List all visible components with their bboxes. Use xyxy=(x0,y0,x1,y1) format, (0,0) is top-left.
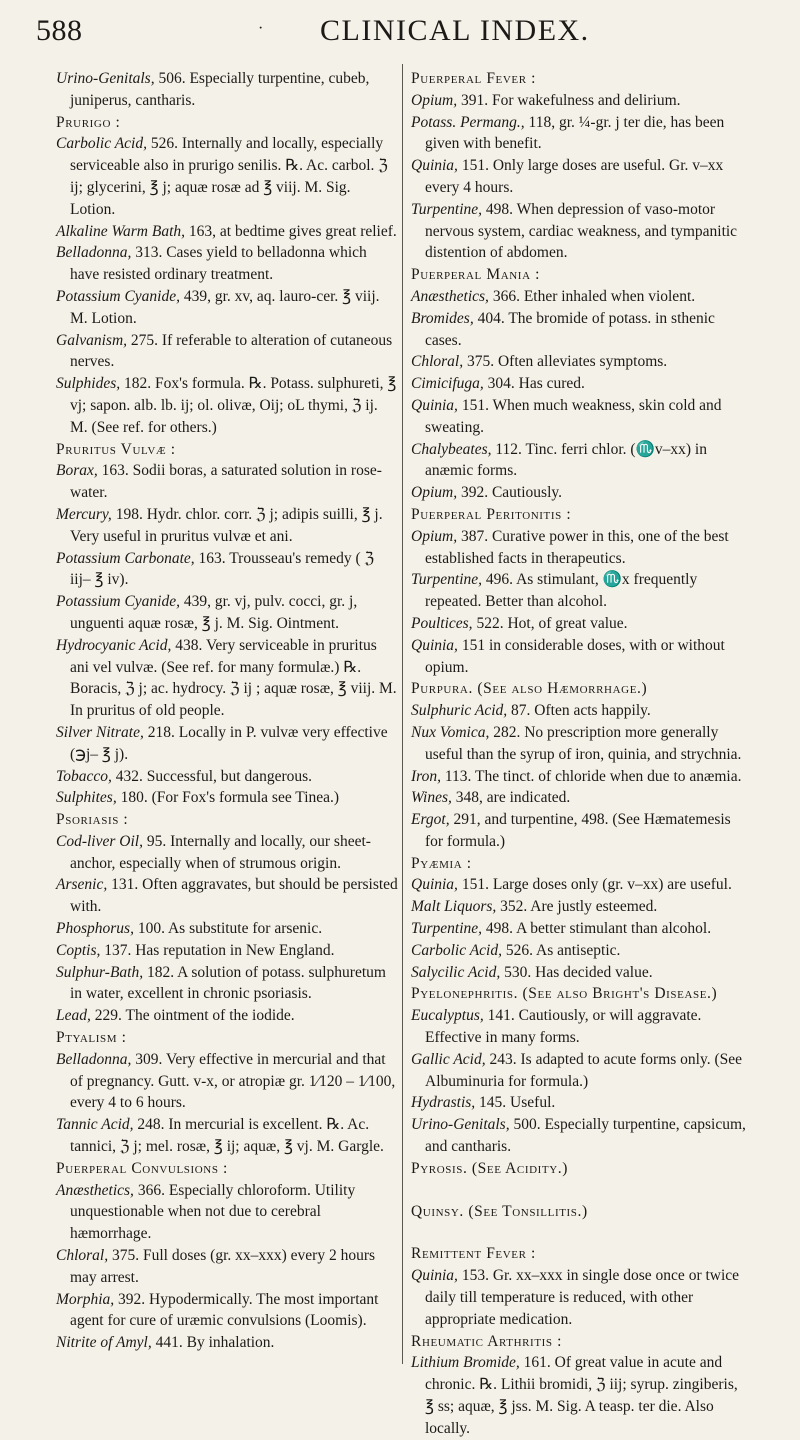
remedy-name: Morphia, xyxy=(56,1290,115,1308)
remedy-text: 131. Often aggravates, but should be persisted with. xyxy=(70,876,398,916)
index-heading: Quinsy. (See Tonsillitis.) xyxy=(411,1202,588,1220)
remedy-name: Lithium Bromide, xyxy=(411,1354,520,1372)
remedy-name: Sulphites, xyxy=(56,789,117,807)
index-entry xyxy=(56,722,398,766)
remedy-text: 366. Especially chloroform. Utility unquestionable when not due to cerebral hæmorrhage. xyxy=(70,1181,356,1243)
index-entry xyxy=(56,1332,398,1354)
remedy-text: 392. Hypodermically. The most important agent for cure of uræmic convulsions (Loomis). xyxy=(70,1290,379,1330)
index-entry xyxy=(56,874,398,918)
remedy-name: Galvanism, xyxy=(56,331,128,349)
remedy-name: Nux Vomica, xyxy=(411,723,490,741)
index-entry xyxy=(411,526,749,570)
index-entry xyxy=(411,962,749,984)
index-entry xyxy=(56,286,398,330)
remedy-name: Turpentine, xyxy=(411,920,483,938)
remedy-text: 366. Ether inhaled when violent. xyxy=(488,287,696,305)
remedy-text: 291, and turpentine, 498. (See Hæmatemesis for formula.) xyxy=(425,811,731,850)
index-entry xyxy=(411,199,749,264)
remedy-name: Ergot, xyxy=(411,811,450,829)
remedy-name: Potassium Cyanide, xyxy=(56,287,180,305)
remedy-text: 137. Has reputation in New England. xyxy=(100,941,335,959)
index-heading: Ptyalism : xyxy=(56,1029,127,1047)
remedy-text: 95. Internally and locally, our sheet-anchor, especially when of strumous origin. xyxy=(70,832,371,872)
remedy-text: 500. Especially turpentine, capsicum, and cantharis. xyxy=(425,1116,746,1156)
remedy-name: Poultices, xyxy=(411,614,473,632)
index-entry xyxy=(56,1005,398,1027)
index-entry xyxy=(56,68,398,112)
remedy-name: Carbolic Acid, xyxy=(411,941,502,959)
remedy-text: 163, at bedtime gives great relief. xyxy=(185,222,397,240)
index-entry xyxy=(411,918,749,940)
remedy-name: Mercury, xyxy=(56,505,112,523)
page-number: 588 xyxy=(36,14,83,47)
index-entry xyxy=(411,482,749,504)
index-entry xyxy=(56,330,398,374)
right-column xyxy=(411,68,749,1440)
remedy-name: Tobacco, xyxy=(56,767,112,785)
index-heading: Puerperal Convulsions : xyxy=(56,1159,228,1177)
index-heading: Puerperal Mania : xyxy=(411,266,540,284)
index-heading: Pruritus Vulvæ : xyxy=(56,440,176,458)
index-entry xyxy=(56,1245,398,1289)
remedy-text: 498. A better stimulant than alcohol. xyxy=(482,920,712,938)
index-entry xyxy=(411,1005,749,1049)
remedy-text: 243. Is adapted to acute forms only. (See Albuminuria for formula.) xyxy=(425,1050,743,1090)
remedy-name: Opium, xyxy=(411,527,458,545)
index-entry xyxy=(411,787,749,809)
remedy-text: 229. The ointment of the iodide. xyxy=(90,1007,295,1025)
index-entry xyxy=(411,351,749,373)
index-entry xyxy=(411,1114,749,1158)
remedy-text: 313. Cases yield to belladonna which have resisted ordinary treatment. xyxy=(70,244,367,284)
running-title: CLINICAL INDEX. xyxy=(320,14,590,47)
remedy-name: Nitrite of Amyl, xyxy=(56,1334,152,1352)
remedy-text: 151. Only large doses are useful. Gr. v–xx every 4 hours. xyxy=(425,157,724,196)
index-entry xyxy=(56,1049,398,1114)
index-heading: Pyrosis. (See Acidity.) xyxy=(411,1159,569,1177)
index-entry xyxy=(56,504,398,548)
index-entry xyxy=(56,635,398,722)
index-entry xyxy=(56,460,398,504)
index-entry xyxy=(411,155,749,199)
remedy-name: Sulphuric Acid, xyxy=(411,702,508,720)
remedy-text: 151 in considerable doses, with or without opium. xyxy=(425,636,725,676)
index-entry xyxy=(56,1180,398,1245)
index-entry xyxy=(411,635,749,679)
remedy-text: 198. Hydr. chlor. corr. ℨ j; adipis suilli, ℥ j. Very useful in pruritus vulvæ et ani. xyxy=(70,505,383,545)
remedy-text: 218. Locally in P. vulvæ very effective (℈j– ℥ j). xyxy=(70,723,388,763)
remedy-text: 496. As stimulant, ♏x frequently repeated. Better than alcohol. xyxy=(425,571,698,611)
index-entry xyxy=(56,766,398,788)
remedy-text: 180. (For Fox's formula see Tinea.) xyxy=(116,789,340,807)
index-entry xyxy=(56,787,398,809)
remedy-name: Cod-liver Oil, xyxy=(56,832,143,850)
index-entry xyxy=(411,613,749,635)
index-entry xyxy=(56,1289,398,1333)
remedy-text: 439, gr. xv, aq. lauro-cer. ℥ viij. M. Lotion. xyxy=(70,287,380,327)
remedy-name: Malt Liquors, xyxy=(411,898,497,916)
remedy-text: 404. The bromide of potass. in sthenic cases. xyxy=(425,309,715,349)
remedy-name: Lead, xyxy=(56,1007,91,1025)
index-entry xyxy=(56,242,398,286)
remedy-text: 304. Has cured. xyxy=(483,375,585,393)
remedy-text: 182. A solution of potass. sulphuretum in water, excellent in chronic psoriasis. xyxy=(70,963,386,1003)
index-entry xyxy=(411,766,749,788)
remedy-text: 182. Fox's formula. ℞. Potass. sulphureti, ℥ vj; sapon. alb. lb. ij; ol. olivæ, Oij; oL thymi, ℨ ij. M. (See ref. for others.) xyxy=(70,375,397,436)
remedy-text: 112. Tinc. ferri chlor. (♏v–xx) in anæmic forms. xyxy=(425,440,707,480)
remedy-text: 151. Large doses only (gr. v–xx) are useful. xyxy=(457,876,732,894)
remedy-text: 526. As antiseptic. xyxy=(502,941,621,959)
remedy-text: 161. Of great value in acute and chronic. ℞. Lithii bromidi, ℨ iij; syrup. zingiberis, ℥ ss; aquæ, ℥ jss. M. Sig. A teasp. ter die. Also locally. xyxy=(425,1354,738,1437)
remedy-name: Iron, xyxy=(411,767,441,785)
index-heading: Remittent Fever : xyxy=(411,1245,536,1263)
remedy-name: Chloral, xyxy=(56,1247,109,1265)
remedy-text: 118, gr. ¼-gr. j ter die, has been given with benefit. xyxy=(425,113,725,153)
remedy-name: Hydrocyanic Acid, xyxy=(56,636,172,654)
index-heading: Puerperal Peritonitis : xyxy=(411,505,572,523)
remedy-name: Hydrastis, xyxy=(411,1094,476,1112)
index-entry xyxy=(56,831,398,875)
remedy-name: Cimicifuga, xyxy=(411,375,484,393)
remedy-name: Salycilic Acid, xyxy=(411,963,501,981)
index-entry xyxy=(411,940,749,962)
remedy-text: 506. Especially turpentine, cubeb, juniperus, cantharis. xyxy=(70,70,370,109)
remedy-name: Potassium Cyanide, xyxy=(56,593,180,611)
remedy-name: Silver Nitrate, xyxy=(56,723,144,741)
index-entry xyxy=(411,700,749,722)
remedy-name: Quinia, xyxy=(411,876,458,894)
index-entry xyxy=(56,591,398,635)
index-entry xyxy=(411,439,749,483)
remedy-name: Turpentine, xyxy=(411,571,483,589)
index-entry xyxy=(411,809,749,853)
index-entry xyxy=(411,308,749,352)
index-heading: Rheumatic Arthritis : xyxy=(411,1332,563,1350)
remedy-text: 100. As substitute for arsenic. xyxy=(133,920,323,938)
index-entry xyxy=(411,395,749,439)
remedy-name: Urino-Genitals, xyxy=(56,70,155,87)
index-entry xyxy=(56,940,398,962)
remedy-text: 392. Cautiously. xyxy=(457,484,562,502)
remedy-name: Gallic Acid, xyxy=(411,1050,486,1068)
index-entry xyxy=(411,1049,749,1093)
index-entry xyxy=(411,569,749,613)
remedy-text: 145. Useful. xyxy=(475,1094,556,1112)
index-entry xyxy=(411,90,749,112)
remedy-name: Opium, xyxy=(411,484,458,502)
index-heading: Puerperal Fever : xyxy=(411,70,537,87)
remedy-name: Anæsthetics, xyxy=(411,287,489,305)
remedy-text: 163. Trousseau's remedy ( ℨ iij– ℥ iv). xyxy=(70,549,375,589)
remedy-name: Borax, xyxy=(56,462,98,480)
remedy-text: 282. No prescription more generally useful than the syrup of iron, quinia, and strychnia. xyxy=(425,723,742,763)
remedy-name: Eucalyptus, xyxy=(411,1007,484,1025)
index-heading: Psoriasis : xyxy=(56,811,129,829)
remedy-name: Chalybeates, xyxy=(411,440,492,458)
remedy-name: Bromides, xyxy=(411,309,474,327)
remedy-name: Opium, xyxy=(411,91,458,109)
remedy-name: Potass. Permang., xyxy=(411,113,525,131)
remedy-text: 163. Sodii boras, a saturated solution in rose-water. xyxy=(70,462,382,502)
remedy-text: 141. Cautiously, or will aggravate. Effective in many forms. xyxy=(425,1007,702,1047)
remedy-name: Alkaline Warm Bath, xyxy=(56,222,186,240)
remedy-name: Quinia, xyxy=(411,396,458,414)
remedy-name: Sulphides, xyxy=(56,375,121,393)
remedy-name: Sulphur-Bath, xyxy=(56,963,144,981)
remedy-text: 498. When depression of vaso-motor nervous system, cardiac weakness, and tympanitic distention of abdomen. xyxy=(425,200,738,262)
remedy-text: 87. Often acts happily. xyxy=(507,702,651,720)
index-heading: Pyæmia : xyxy=(411,854,472,872)
remedy-name: Quinia, xyxy=(411,1267,458,1285)
remedy-text: 248. In mercurial is excellent. ℞. Ac. tannici, ℨ j; mel. rosæ, ℥ ij; aquæ, ℥ vj. M. Gargle. xyxy=(70,1116,384,1156)
remedy-name: Arsenic, xyxy=(56,876,108,894)
remedy-name: Coptis, xyxy=(56,941,101,959)
remedy-text: 530. Has decided value. xyxy=(500,963,653,981)
index-entry xyxy=(411,112,749,156)
spacer xyxy=(411,1180,749,1201)
index-entry xyxy=(411,1352,749,1439)
remedy-name: Belladonna, xyxy=(56,1050,132,1068)
remedy-text: 375. Full doses (gr. xx–xxx) every 2 hours may arrest. xyxy=(70,1247,376,1286)
remedy-name: Wines, xyxy=(411,789,452,807)
remedy-text: 375. Often alleviates symptoms. xyxy=(463,353,668,371)
remedy-name: Phosphorus, xyxy=(56,920,134,938)
page-header xyxy=(0,14,800,58)
remedy-text: 438. Very serviceable in pruritus ani vel vulvæ. (See ref. for many formulæ.) ℞. Boracis, ℨ j; ac. hydrocy. ℨ ij ; aquæ rosæ, ℥ viij. M. In pruritus of old people. xyxy=(70,636,397,720)
remedy-name: Belladonna, xyxy=(56,244,132,262)
remedy-text: 439, gr. vj, pulv. cocci, gr. j, unguenti aquæ rosæ, ℥ j. M. Sig. Ointment. xyxy=(70,593,358,632)
remedy-text: 526. Internally and locally, especially serviceable also in prurigo senilis. ℞. Ac. carbol. ℨ ij; glycerini, ℥ j; aquæ rosæ ad ℥ viij. M. Sig. Lotion. xyxy=(70,135,388,218)
remedy-name: Carbolic Acid, xyxy=(56,135,147,153)
remedy-name: Anæsthetics, xyxy=(56,1181,134,1199)
index-entry xyxy=(56,373,398,438)
remedy-text: 113. The tinct. of chloride when due to anæmia. xyxy=(441,767,742,785)
header-mark: · xyxy=(258,20,264,37)
remedy-name: Turpentine, xyxy=(411,200,483,218)
remedy-text: 522. Hot, of great value. xyxy=(472,614,628,632)
remedy-text: 348, are indicated. xyxy=(451,789,571,807)
index-entry xyxy=(56,548,398,592)
index-entry xyxy=(411,896,749,918)
index-entry xyxy=(56,221,398,243)
remedy-name: Quinia, xyxy=(411,636,458,654)
remedy-text: 153. Gr. xx–xxx in single dose once or twice daily till temperature is reduced, with other appropriate medication. xyxy=(425,1267,740,1328)
remedy-text: 352. Are justly esteemed. xyxy=(496,898,658,916)
remedy-text: 432. Successful, but dangerous. xyxy=(111,767,313,785)
left-column xyxy=(56,68,398,1354)
remedy-text: 387. Curative power in this, one of the best established facts in therapeutics. xyxy=(425,527,729,567)
index-entry xyxy=(411,1092,749,1114)
index-entry xyxy=(411,373,749,395)
remedy-text: 391. For wakefulness and delirium. xyxy=(457,91,681,109)
index-entry xyxy=(411,722,749,766)
index-entry xyxy=(411,286,749,308)
remedy-text: 151. When much weakness, skin cold and sweating. xyxy=(425,396,722,436)
remedy-name: Potassium Carbonate, xyxy=(56,549,195,567)
remedy-text: 441. By inhalation. xyxy=(151,1334,275,1352)
column-divider xyxy=(402,64,403,1364)
index-heading: Purpura. (See also Hæmorrhage.) xyxy=(411,680,648,698)
remedy-name: Quinia, xyxy=(411,157,458,175)
remedy-name: Tannic Acid, xyxy=(56,1116,134,1134)
index-entry xyxy=(56,133,398,220)
index-entry xyxy=(411,874,749,896)
index-entry xyxy=(56,918,398,940)
index-entry xyxy=(56,962,398,1006)
spacer xyxy=(411,1222,749,1243)
index-heading: Prurigo : xyxy=(56,113,121,131)
remedy-text: 309. Very effective in mercurial and that of pregnancy. Gutt. v-x, or atropiæ gr. 1⁄120 – 1⁄100, every 4 to 6 hours. xyxy=(70,1050,396,1112)
remedy-text: 275. If referable to alteration of cutaneous nerves. xyxy=(70,331,393,371)
index-heading: Pyelonephritis. (See also Bright's Disease.) xyxy=(411,985,718,1003)
index-entry xyxy=(411,1265,749,1330)
remedy-name: Chloral, xyxy=(411,353,464,371)
index-entry xyxy=(56,1114,398,1158)
remedy-name: Urino-Genitals, xyxy=(411,1116,510,1134)
